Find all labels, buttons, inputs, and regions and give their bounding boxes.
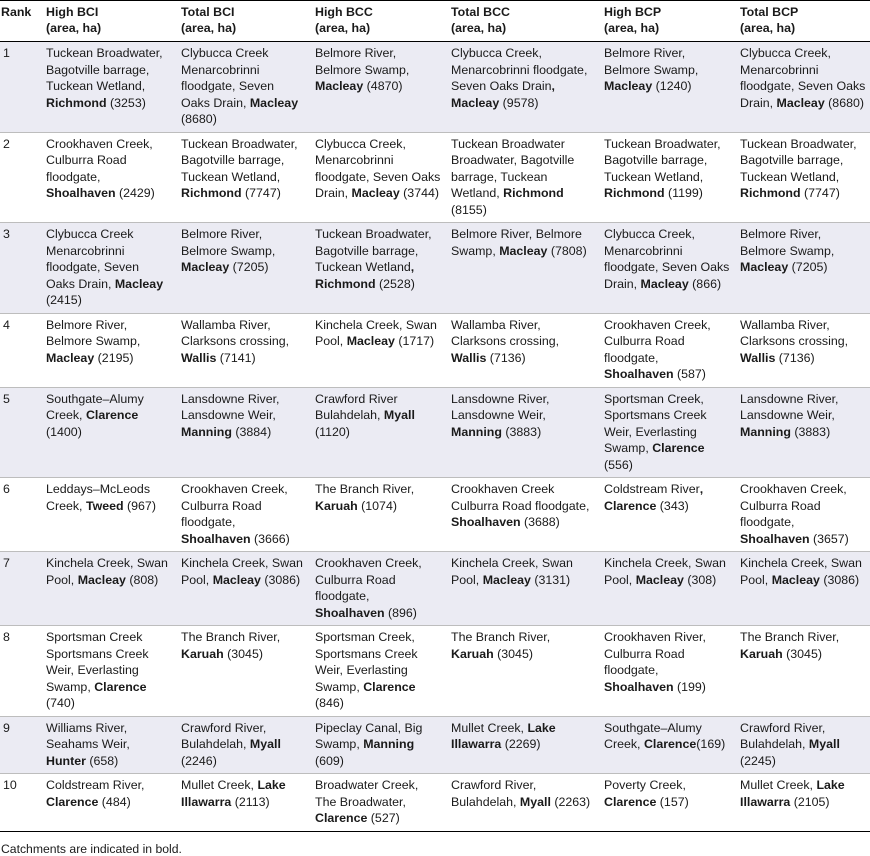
header-subtitle: (area, ha) xyxy=(315,21,371,35)
cell-location: Williams River, Seahams Weir, xyxy=(46,720,130,751)
cell-location: Clybucca Creek, Menarcobrinni floodgate, Seven Oaks Drain, xyxy=(604,227,730,291)
cell-catchment: Macleay xyxy=(482,572,531,587)
cell-catchment: Macleay xyxy=(771,572,820,587)
cell-location: Sportsman Creek, Sportsmans Creek Weir, Everlasting Swamp, xyxy=(315,630,418,694)
cell-catchment: Lake Illawarra xyxy=(451,720,556,751)
cell-location: Tuckean Broadwater, Bagotville barrage, Tuckean Wetland, xyxy=(181,136,298,184)
cell-catchment: Manning xyxy=(451,424,502,439)
cell-location: Crookhaven Creek, Culburra Road floodgate, xyxy=(740,482,847,529)
cell-catchment: Shoalhaven xyxy=(181,531,251,546)
cell-location: Coldstream River xyxy=(604,482,700,496)
table-cell xyxy=(445,132,598,223)
cell-area: (8680) xyxy=(824,95,864,110)
cell-catchment: Macleay xyxy=(212,572,261,587)
cell-catchment: Hunter xyxy=(46,753,86,768)
cell-area: (609) xyxy=(315,753,344,768)
cell-catchment: Macleay xyxy=(635,572,684,587)
cell-catchment: Richmond xyxy=(604,186,665,200)
cell-catchment: Wallis xyxy=(181,350,217,365)
cell-location: Crookhaven Creek, Culburra Road floodgate, xyxy=(46,136,153,184)
cell-location: Kinchela Creek, Swan Pool, xyxy=(740,556,862,587)
cell-catchment: Myall xyxy=(249,737,281,751)
cell-area: (343) xyxy=(656,498,689,513)
table-cell xyxy=(598,132,734,223)
table-row xyxy=(0,387,870,478)
cell-catchment: Myall xyxy=(383,408,415,422)
table-footnote: Catchments are indicated in bold. xyxy=(1,841,182,856)
cell-catchment: Clarence xyxy=(363,679,416,694)
cell-location: Crawford River, Bulahdelah, xyxy=(740,720,826,751)
cell-catchment: Myall xyxy=(519,794,551,809)
cell-area: (3131) xyxy=(530,572,571,587)
cell-area: (8155) xyxy=(451,202,487,217)
cell-area: (1400) xyxy=(46,424,82,439)
table-cell xyxy=(175,387,309,478)
table-cell xyxy=(309,42,445,133)
cell-area: (8680) xyxy=(181,112,217,126)
cell-area: (3883) xyxy=(501,424,542,439)
table-cell xyxy=(598,478,734,552)
header-title: High BCI xyxy=(46,5,99,19)
cell-location: Belmore River, Belmore Swamp, xyxy=(451,227,582,258)
cell-area: (7205) xyxy=(229,260,269,274)
cell-catchment: Macleay xyxy=(181,260,230,274)
cell-area: (2528) xyxy=(375,276,415,291)
table-cell xyxy=(734,478,870,552)
cell-catchment: Wallis xyxy=(451,350,487,365)
table-row xyxy=(0,716,870,774)
table-row xyxy=(0,626,870,717)
cell-location: Belmore River, Belmore Swamp, xyxy=(604,46,699,77)
header-title: Total BCP xyxy=(740,5,799,19)
table-cell xyxy=(445,42,598,133)
cell-catchment: Manning xyxy=(740,424,791,439)
header-row xyxy=(0,1,870,42)
table-cell xyxy=(734,42,870,133)
table-cell xyxy=(734,552,870,626)
cell-location: Clybucca Creek, Menarcobrinni floodgate, Seven Oaks Drain xyxy=(451,46,588,93)
header-rank xyxy=(0,1,40,42)
cell-location: Clybucca Creek, Menarcobrinni floodgate, Seven Oaks Drain, xyxy=(740,46,866,110)
table-cell xyxy=(40,313,175,387)
cell-location: Crawford River Bulahdelah, xyxy=(315,391,398,422)
cell-area: (587) xyxy=(673,367,706,381)
cell-area: (3253) xyxy=(106,95,146,110)
cell-area: (556) xyxy=(604,457,633,472)
cell-catchment: , Clarence xyxy=(604,482,704,513)
table-cell xyxy=(734,313,870,387)
table-cell xyxy=(598,42,734,133)
cell-catchment: Shoalhaven xyxy=(740,531,810,546)
table-cell xyxy=(309,313,445,387)
header-total-bcp xyxy=(734,1,870,42)
cell-catchment: Clarence xyxy=(85,408,139,422)
cell-location: Wallamba River, Clarksons crossing, xyxy=(451,317,560,348)
cell-location: Mullet Creek, xyxy=(451,720,528,735)
table-row xyxy=(0,313,870,387)
rank-cell: 2 xyxy=(0,132,40,223)
cell-location: Kinchela Creek, Swan Pool, xyxy=(315,317,437,348)
cell-area: (3045) xyxy=(782,646,822,661)
cell-area: (896) xyxy=(384,605,417,620)
table-cell xyxy=(175,223,309,314)
cell-catchment: Clarence xyxy=(643,737,697,751)
table-cell xyxy=(175,478,309,552)
cell-area: (3045) xyxy=(493,646,533,661)
cell-location: Clybucca Creek, Menarcobrinni floodgate, Seven Oaks Drain, xyxy=(315,136,441,200)
cell-location: Clybucca Creek Menarcobrinni floodgate, Seven Oaks Drain, xyxy=(46,227,140,291)
cell-location: Crookhaven Creek Culburra Road floodgate, xyxy=(451,482,590,513)
cell-area: (3657) xyxy=(809,531,849,546)
cell-area: (658) xyxy=(85,753,119,768)
header-title: High BCP xyxy=(604,5,662,19)
table-cell xyxy=(175,132,309,223)
cell-catchment: Macleay xyxy=(640,276,689,291)
cell-location: Crookhaven Creek, Culburra Road floodgate, xyxy=(604,317,711,365)
header-high-bcc xyxy=(309,1,445,42)
cell-catchment: Lake Illawarra xyxy=(181,778,286,809)
table-cell xyxy=(445,716,598,774)
cell-area: (3666) xyxy=(250,531,290,546)
table-row xyxy=(0,223,870,314)
header-total-bci xyxy=(175,1,309,42)
cell-area: (2263) xyxy=(550,794,591,809)
header-title: Total BCC xyxy=(451,5,510,19)
header-total-bcc xyxy=(445,1,598,42)
cell-catchment: Tweed xyxy=(85,498,124,513)
cell-location: Tuckean Broadwater, Bagotville barrage, Tuckean Wetland xyxy=(315,227,432,274)
table-header xyxy=(0,1,870,42)
cell-catchment: Karuah xyxy=(740,646,783,661)
header-subtitle: (area, ha) xyxy=(740,21,796,35)
cell-area: (967) xyxy=(123,498,156,513)
header-subtitle: (area, ha) xyxy=(46,21,102,35)
cell-catchment: Clarence xyxy=(652,441,705,455)
cell-area: (866) xyxy=(688,276,722,291)
cell-area: (7747) xyxy=(800,186,840,200)
table-cell xyxy=(40,716,175,774)
cell-catchment: Richmond xyxy=(181,186,242,200)
cell-location: Kinchela Creek, Swan Pool, xyxy=(46,556,168,587)
cell-catchment: Shoalhaven xyxy=(604,679,674,694)
table-cell xyxy=(734,626,870,717)
header-high-bci xyxy=(40,1,175,42)
cell-catchment: Macleay xyxy=(249,95,299,110)
cell-location: Tuckean Broadwater, Bagotville barrage, Tuckean Wetland, xyxy=(46,46,163,93)
table-cell xyxy=(309,552,445,626)
table-cell xyxy=(40,42,175,133)
cell-area: (808) xyxy=(125,572,159,587)
cell-location: Coldstream River, xyxy=(46,778,145,792)
cell-catchment: Macleay xyxy=(351,186,400,200)
rank-cell: 5 xyxy=(0,387,40,478)
rank-cell: 7 xyxy=(0,552,40,626)
cell-location: Crawford River, Bulahdelah, xyxy=(451,778,537,809)
table-cell xyxy=(309,478,445,552)
cell-location: Crookhaven Creek, Culburra Road floodgate, xyxy=(315,556,422,603)
cell-catchment: Clarence xyxy=(315,811,368,825)
cell-catchment: Macleay xyxy=(776,95,825,110)
table-cell xyxy=(40,223,175,314)
table-cell xyxy=(445,387,598,478)
table-cell xyxy=(309,626,445,717)
cell-area: (2245) xyxy=(740,753,776,768)
cell-location: Sportsman Creek, Sportsmans Creek Weir, Everlasting Swamp, xyxy=(604,391,707,455)
cell-area: (2429) xyxy=(115,186,155,200)
cell-location: Mullet Creek, xyxy=(740,778,817,792)
table-cell xyxy=(445,478,598,552)
rank-cell: 4 xyxy=(0,313,40,387)
cell-catchment: , Macleay xyxy=(451,79,555,110)
cell-location: Lansdowne River, Lansdowne Weir, xyxy=(740,391,839,422)
cell-area: (7136) xyxy=(775,350,815,365)
rank-cell: 6 xyxy=(0,478,40,552)
cell-area: (1717) xyxy=(394,334,435,348)
table-cell xyxy=(175,552,309,626)
table-cell xyxy=(175,774,309,832)
cell-catchment: Karuah xyxy=(181,646,224,661)
rank-cell: 8 xyxy=(0,626,40,717)
cell-area: (7808) xyxy=(547,243,587,258)
cell-location: Belmore River, Belmore Swamp, xyxy=(46,317,141,348)
cell-area: (169) xyxy=(696,737,726,751)
cell-area: (4870) xyxy=(363,79,403,93)
cell-area: (3883) xyxy=(790,424,831,439)
table-cell xyxy=(175,716,309,774)
cell-location: Tuckean Broadwater, Bagotville barrage, Tuckean Wetland, xyxy=(604,136,721,184)
cell-location: Lansdowne River, Lansdowne Weir, xyxy=(451,391,550,422)
cell-catchment: Macleay xyxy=(315,79,364,93)
header-high-bcp xyxy=(598,1,734,42)
cell-location: Wallamba River, Clarksons crossing, xyxy=(181,317,290,348)
table-row xyxy=(0,132,870,223)
cell-catchment: , Richmond xyxy=(315,260,415,291)
cell-area: (484) xyxy=(98,794,131,809)
table-cell xyxy=(734,223,870,314)
table-cell xyxy=(40,478,175,552)
cell-area: (7141) xyxy=(216,350,256,365)
cell-location: Crookhaven River, Culburra Road floodgate, xyxy=(604,630,706,677)
header-title: High BCC xyxy=(315,5,373,19)
cell-area: (2195) xyxy=(94,350,134,365)
header-subtitle: (area, ha) xyxy=(181,21,237,35)
cell-area: (3884) xyxy=(231,424,272,439)
cell-location: The Branch River, xyxy=(451,630,551,644)
cell-catchment: Shoalhaven xyxy=(315,605,385,620)
cell-catchment: Myall xyxy=(808,737,840,751)
cell-catchment: Macleay xyxy=(499,243,548,258)
table-cell xyxy=(40,626,175,717)
table-row xyxy=(0,552,870,626)
table-cell xyxy=(445,552,598,626)
table-cell xyxy=(40,552,175,626)
table-cell xyxy=(175,626,309,717)
cell-location: Pipeclay Canal, Big Swamp, xyxy=(315,720,423,751)
cell-area: (2415) xyxy=(46,293,82,307)
cell-catchment: Macleay xyxy=(604,79,653,93)
cell-area: (3688) xyxy=(520,515,560,529)
rank-cell: 3 xyxy=(0,223,40,314)
cell-area: (308) xyxy=(683,572,717,587)
cell-location: Belmore River, Belmore Swamp, xyxy=(181,227,276,258)
cell-location: Wallamba River, Clarksons crossing, xyxy=(740,317,849,348)
table-cell xyxy=(598,716,734,774)
cell-location: The Branch River, xyxy=(315,482,415,496)
cell-area: (2269) xyxy=(501,737,541,751)
table-cell xyxy=(598,552,734,626)
cell-catchment: Manning xyxy=(181,424,232,439)
cell-area: (2105) xyxy=(790,794,830,809)
rank-cell: 1 xyxy=(0,42,40,133)
cell-area: (846) xyxy=(315,696,344,710)
cell-location: Kinchela Creek, Swan Pool, xyxy=(451,556,573,587)
cell-catchment: Shoalhaven xyxy=(451,515,521,529)
table-row xyxy=(0,42,870,133)
table-cell xyxy=(598,626,734,717)
table-cell xyxy=(734,716,870,774)
cell-catchment: Macleay xyxy=(346,334,395,348)
cell-catchment: Macleay xyxy=(46,350,95,365)
cell-location: Crawford River, Bulahdelah, xyxy=(181,720,267,751)
header-title: Total BCI xyxy=(181,5,235,19)
cell-location: Southgate–Alumy Creek, xyxy=(46,391,144,422)
cell-location: Sportsman Creek Sportsmans Creek Weir, Everlasting Swamp, xyxy=(46,630,149,694)
header-title: Rank xyxy=(1,5,32,19)
table-cell xyxy=(309,132,445,223)
cell-catchment: Macleay xyxy=(77,572,126,587)
cell-location: Southgate–Alumy Creek, xyxy=(604,720,702,751)
table-cell xyxy=(175,313,309,387)
cell-area: (3086) xyxy=(260,572,301,587)
table-cell xyxy=(734,387,870,478)
cell-catchment: Clarence xyxy=(94,679,147,694)
cell-catchment: Macleay xyxy=(740,260,789,274)
table-cell xyxy=(309,387,445,478)
cell-location: Tuckean Broadwater Broadwater, Bagotville barrage, Tuckean Wetland, xyxy=(451,136,575,200)
table-cell xyxy=(40,387,175,478)
table-row xyxy=(0,774,870,832)
table-cell xyxy=(445,223,598,314)
table-row xyxy=(0,478,870,552)
cell-catchment: Karuah xyxy=(451,646,494,661)
table-cell xyxy=(598,313,734,387)
cell-area: (2113) xyxy=(231,794,270,809)
cell-location: Belmore River, Belmore Swamp, xyxy=(740,227,835,258)
cell-area: (199) xyxy=(673,679,706,694)
table-body xyxy=(0,42,870,832)
cell-area: (157) xyxy=(656,794,689,809)
cell-catchment: Richmond xyxy=(46,95,107,110)
table-cell xyxy=(40,774,175,832)
table-cell xyxy=(598,223,734,314)
table-cell xyxy=(309,774,445,832)
cell-catchment: Richmond xyxy=(503,186,564,200)
cell-catchment: Clarence xyxy=(604,794,657,809)
cell-catchment: Karuah xyxy=(315,498,358,513)
table-cell xyxy=(598,387,734,478)
cell-area: (7136) xyxy=(486,350,526,365)
cell-catchment: Clarence xyxy=(46,794,99,809)
header-subtitle: (area, ha) xyxy=(604,21,660,35)
table-cell xyxy=(309,716,445,774)
cell-area: (3744) xyxy=(399,186,439,200)
header-subtitle: (area, ha) xyxy=(451,21,507,35)
cell-area: (7747) xyxy=(241,186,281,200)
table-cell xyxy=(40,132,175,223)
cell-area: (2246) xyxy=(181,753,217,768)
cell-location: Belmore River, Belmore Swamp, xyxy=(315,46,410,77)
cell-area: (1199) xyxy=(664,186,703,200)
cell-location: Tuckean Broadwater, Bagotville barrage, Tuckean Wetland, xyxy=(740,136,857,184)
table-cell xyxy=(175,42,309,133)
cell-area: (1120) xyxy=(315,424,350,439)
cell-location: Crookhaven Creek, Culburra Road floodgate, xyxy=(181,482,288,529)
rank-cell: 9 xyxy=(0,716,40,774)
cell-area: (740) xyxy=(46,696,75,710)
cell-area: (9578) xyxy=(499,95,539,110)
cell-catchment: Macleay xyxy=(114,276,164,291)
table-cell xyxy=(445,774,598,832)
cell-location: The Branch River, xyxy=(181,630,281,644)
cell-catchment: Wallis xyxy=(740,350,776,365)
table-cell xyxy=(445,626,598,717)
cell-area: (527) xyxy=(367,811,400,825)
cell-area: (7205) xyxy=(788,260,828,274)
cell-area: (3086) xyxy=(819,572,860,587)
cell-area: (3045) xyxy=(223,646,263,661)
cell-location: Lansdowne River, Lansdowne Weir, xyxy=(181,391,280,422)
cell-location: Poverty Creek, xyxy=(604,778,686,792)
cell-area: (1240) xyxy=(652,79,692,93)
cell-area: (1074) xyxy=(357,498,397,513)
table-cell xyxy=(309,223,445,314)
cell-location: Kinchela Creek, Swan Pool, xyxy=(604,556,726,587)
table-cell xyxy=(734,774,870,832)
cell-catchment: Shoalhaven xyxy=(604,367,674,381)
cell-location: Kinchela Creek, Swan Pool, xyxy=(181,556,303,587)
cell-catchment: Shoalhaven xyxy=(46,186,116,200)
cell-location: Leddays–McLeods Creek, xyxy=(46,482,151,513)
cell-location: Mullet Creek, xyxy=(181,778,258,792)
cell-location: Clybucca Creek Menarcobrinni floodgate, Seven Oaks Drain, xyxy=(181,46,275,110)
cell-location: The Branch River, xyxy=(740,630,840,644)
cell-catchment: Lake Illawarra xyxy=(740,778,845,809)
table-cell xyxy=(734,132,870,223)
table-cell xyxy=(598,774,734,832)
cell-location: Broadwater Creek, The Broadwater, xyxy=(315,778,419,809)
table-cell xyxy=(445,313,598,387)
cell-catchment: Richmond xyxy=(740,186,801,200)
rank-cell: 10 xyxy=(0,774,40,832)
cell-catchment: Manning xyxy=(363,737,415,751)
